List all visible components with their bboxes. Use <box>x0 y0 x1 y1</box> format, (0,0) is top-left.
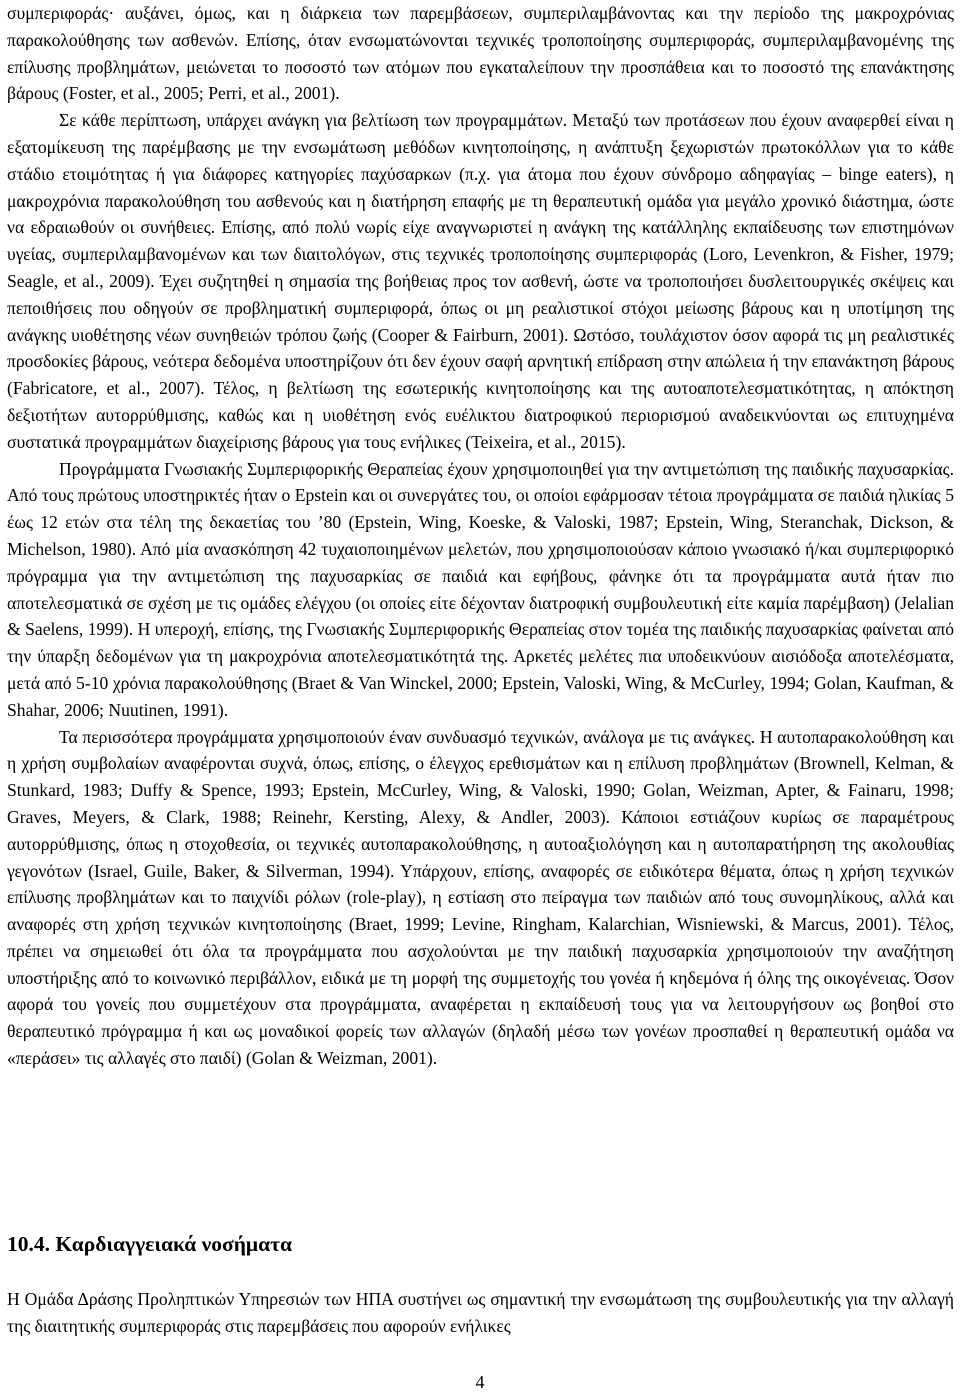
page-number: 4 <box>475 1372 485 1392</box>
section-heading: 10.4. Καρδιαγγειακά νοσήματα <box>7 1232 293 1256</box>
paragraph-3: Προγράμματα Γνωσιακής Συμπεριφορικής Θεραπείας έχουν χρησιμοποιηθεί για την αντιμετώπιση της παιδικής παχυσαρκίας. Από τους πρώτους υποστηρικτές ήταν ο Epstein και οι συνεργάτες του, οι οποίοι εφάρμοσαν τέτοια προγράμματα σε παιδιά ηλικίας 5 έως 12 ετών στα τέλη της δεκαετίας του ’80 (Epstein, Wing, Koeske, & Valoski, 1987; Epstein, Wing, Steranchak, Dickson, & Michelson, 1980). Από μία ανασκόπηση 42 τυχαιοποιημένων μελετών, που χρησιμοποιούσαν κάποιο γνωσιακό ή/και συμπεριφορικό πρόγραμμα για την αντιμετώπιση της παχυσαρκίας σε παιδιά και εφήβους, φάνηκε ότι τα προγράμματα αυτά ήταν πιο αποτελεσματικά σε σχέση με τις ομάδες ελέγχου (οι οποίες είτε δέχονταν διατροφική συμβουλευτική είτε καμία παρέμβαση) (Jelalian & Saelens, 1999). Η υπεροχή, επίσης, της Γνωσιακής Συμπεριφορικής Θεραπείας στον τομέα της παιδικής παχυσαρκίας φαίνεται από την ύπαρξη δεδομένων για τη μακροχρόνια αποτελεσματικότητά της. Αρκετές μελέτες πια υποδεικνύουν αισιόδοξα αποτελέσματα, μετά από 5-10 χρόνια παρακολούθησης (Braet & Van Winckel, 2000; Epstein, Valoski, Wing, & McCurley, 1994; Golan, Kaufman, & Shahar, 2006; Nuutinen, 1991). <box>7 458 954 720</box>
final-paragraph: Η Ομάδα Δράσης Προληπτικών Υπηρεσιών των ΗΠΑ συστήνει ως σημαντική την ενσωμάτωση της συμβουλευτικής για την αλλαγή της διαιτητικής συμπεριφοράς στις παρεμβάσεις που αφορούν ενήλικες <box>7 1289 954 1336</box>
document-body <box>7 0 954 1072</box>
paragraph-1: συμπεριφοράς· αυξάνει, όμως, και η διάρκεια των παρεμβάσεων, συμπεριλαμβάνοντας και την περίοδο της μακροχρόνιας παρακολούθησης των ασθενών. Επίσης, όταν ενσωματώνονται τεχνικές τροποποίησης συμπεριφοράς, συμπεριλαμβανομένης της επίλυσης προβλημάτων, μειώνεται το ποσοστό των ατόμων που εγκαταλείπουν την προσπάθεια και το ποσοστό της επανάκτησης βάρους (Foster, et al., 2005; Perri, et al., 2001). <box>7 3 954 104</box>
paragraph-4: Τα περισσότερα προγράμματα χρησιμοποιούν έναν συνδυασμό τεχνικών, ανάλογα με τις ανάγκες. Η αυτοπαρακολούθηση και η χρήση συμβολαίων αναφέρονται συχνά, όπως, επίσης, ο έλεγχος ερεθισμάτων και η επίλυση προβλημάτων (Brownell, Kelman, & Stunkard, 1983; Duffy & Spence, 1993; Epstein, McCurley, Wing, & Valoski, 1990; Golan, Weizman, Apter, & Fainaru, 1998; Graves, Meyers, & Clark, 1988; Reinehr, Kersting, Alexy, & Andler, 2003). Κάποιοι εστιάζουν κυρίως σε παραμέτρους αυτορρύθμισης, όπως η στοχοθεσία, οι τεχνικές αυτοπαρακολούθησης, η αυτοαξιολόγηση και η αυτοπαρατήρηση της ακολουθίας γεγονότων (Israel, Guile, Baker, & Silverman, 1994). Υπάρχουν, επίσης, αναφορές σε ειδικότερα θέματα, όπως η χρήση τεχνικών επίλυσης προβλημάτων και το παιχνίδι ρόλων (role-play), η εστίαση στο πείραγμα των παιδιών από τους συνομηλίκους, αλλά και αναφορές στη χρήση τεχνικών κινητοποίησης (Braet, 1999; Levine, Ringham, Kalarchian, Wisniewski, & Marcus, 2001). Τέλος, πρέπει να σημειωθεί ότι όλα τα προγράμματα που ασχολούνται με την παιδική παχυσαρκία χρησιμοποιούν την αναζήτηση υποστήριξης από το κοινωνικό περιβάλλον, ειδικά με τη μορφή της συμμετοχής του γονέα ή κηδεμόνα ή όλης της οικογένειας. Όσον αφορά του γονείς που συμμετέχουν στα προγράμματα, αναφέρεται η εκπαίδευσή τους για να λειτουργήσουν ως βοηθοί στο θεραπευτικό πρόγραμμα ή και ως μοναδικοί φορείς των αλλαγών (δηλαδή μέσω των γονέων προσπαθεί η θεραπευτική ομάδα να «περάσει» τις αλλαγές στο παιδί) (Golan & Weizman, 2001). <box>7 726 954 1069</box>
paragraph-2: Σε κάθε περίπτωση, υπάρχει ανάγκη για βελτίωση των προγραμμάτων. Μεταξύ των προτάσεων που έχουν αναφερθεί είναι η εξατομίκευση της παρέμβασης με την ενσωμάτωση μεθόδων κινητοποίησης, η ανάπτυξη ξεχωριστών πρωτοκόλλων για το κάθε στάδιο ετοιμότητας ή για διάφορες κατηγορίες παχύσαρκων (π.χ. για άτομα που έχουν σύνδρομο αδηφαγίας – binge eaters), η μακροχρόνια παρακολούθηση του ασθενούς και η διατήρηση επαφής με τη θεραπευτική ομάδα για μεγάλο χρονικό διάστημα, ώστε να εδραιωθούν οι συνήθειες. Επίσης, από πολύ νωρίς είχε αναγνωριστεί η ανάγκη της κατάλληλης εκπαίδευσης των επιστημόνων υγείας, συμπεριλαμβανομένων και των διαιτολόγων, στις τεχνικές τροποποίησης συμπεριφοράς (Loro, Levenkron, & Fisher, 1979; Seagle, et al., 2009). Έχει συζητηθεί η σημασία της βοήθειας προς τον ασθενή, ώστε να τροποποιήσει δυσλειτουργικές σκέψεις και πεποιθήσεις που οδηγούν σε προβληματική συμπεριφορά, όπως οι μη ρεαλιστικοί στόχοι μείωσης βάρους και η υποτίμηση της ανάγκης υιοθέτησης νέων συνηθειών τρόπου ζωής (Cooper & Fairburn, 2001). Ωστόσο, τουλάχιστον όσον αφορά τις μη ρεαλιστικές προσδοκίες βάρους, νεότερα δεδομένα υποστηρίζουν ότι δεν έχουν σαφή αρνητική επίδραση στην απώλεια ή την επανάκτηση βάρους (Fabricatore, et al., 2007). Τέλος, η βελτίωση της εσωτερικής κινητοποίησης και της αυτοαποτελεσματικότητας, η απόκτηση δεξιοτήτων αυτορρύθμισης, καθώς και η υιοθέτηση ενός ευέλικτου διατροφικού περιορισμού αναδεικνύονται ως επιτυχημένα συστατικά προγραμμάτων διαχείρισης βάρους για τους ενήλικες (Teixeira, et al., 2015). <box>7 110 954 452</box>
